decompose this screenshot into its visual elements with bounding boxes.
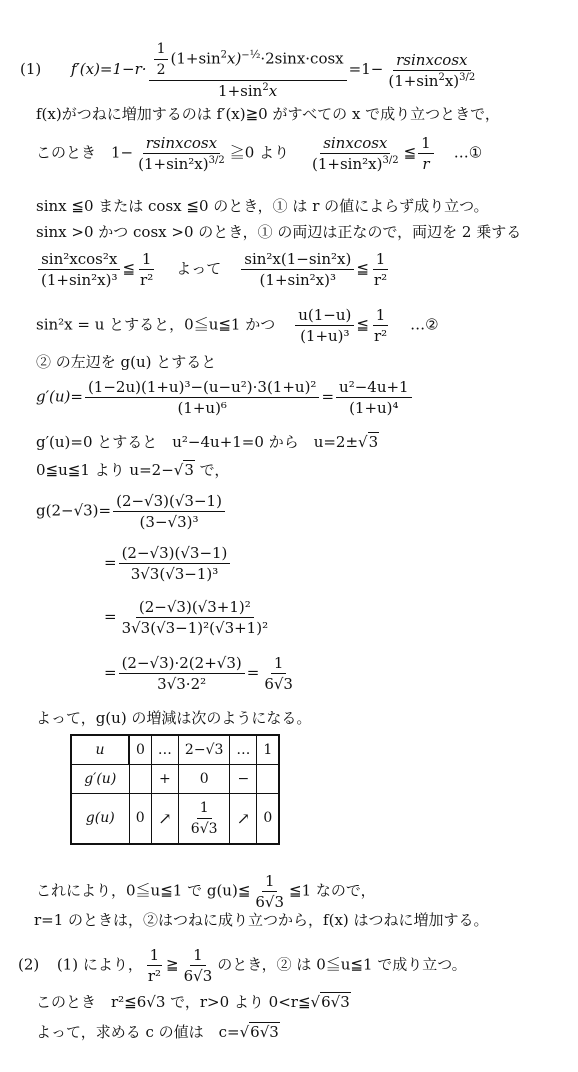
part2-condition: (2) (1) により， $\frac{1}{\text{r²}}$ ≧ $\frac{1}{6√3}$ のとき，② は 0≦u≦1 で成り立つ。 — [18, 946, 467, 985]
g-max-value: $\frac{1}{6√3}$ — [178, 794, 229, 844]
condition-inequality-1: このとき 1− $\frac{\text{rsinxcosx}}{(1+\sin^2x)^{3/2}}$ ≧0 より $\frac{\text{sinxcosx}}{(1+\sin^2x)^{3/2}}$ ≦ $\frac{1}{r}$ …① — [36, 134, 483, 173]
g-value-step-1: g(2−√3)= $\frac{(2-√3)(√3-1)}{\text{(3−√3)³}}$ — [36, 492, 227, 531]
g-bound-text: これにより，0≦u≦1 で g(u)≦ $\frac{1}{6√3}$ ≦1 なので， — [36, 872, 376, 911]
case-nonpositive-text: sinx ≦0 または cosx ≦0 のとき，① は r の値によらず成り立つ。 — [36, 197, 489, 215]
g-value-step-2: = $\frac{(2-√3)(√3-1)}{\text{3√3(√3−1)³}}$ — [104, 544, 232, 583]
g-value-step-3: = $\frac{\text{(2−√3)(√3+1)²}}{\text{3√3(√3−1)²(√3+1)²}}$ — [104, 598, 269, 637]
root-in-range: 0≦u≦1 より u=2−√3 で， — [36, 461, 230, 479]
gprime-zero-roots: g′(u)=0 とすると u²−4u+1=0 から u=2±√3 — [36, 433, 379, 451]
fprime-simplified-fraction: $\frac{\text{rsinxcosx}}{(1+\sin^2x)^{3/2}}$ — [388, 50, 476, 90]
table-row-gprime: g′(u) + 0 − — [71, 765, 279, 794]
part1-equation: (1) f′(x)=1−r· $\frac{1}{2}$ $(1+\sin^2x)^{-\frac{1}{2}}\cdot 2\sin x\cdot\cos x$ $1+\sin^2x$ =1− $\frac{\text{rsinxcosx}}{(1+\sin^2x)^{3/2}}$ — [20, 40, 480, 100]
final-answer: よって，求める c の値は c=√6√3 — [36, 1023, 279, 1041]
r-equals-1-conclusion: r=1 のときは，②はつねに成り立つから，f(x) はつねに増加する。 — [34, 911, 489, 929]
case-positive-text: sinx >0 かつ cosx >0 のとき，① の両辺は正なので，両辺を 2 乗する — [36, 223, 522, 241]
part1-label: (1) — [20, 60, 42, 78]
squared-inequality: $\frac{\text{sin²xcos²x}}{\text{(1+sin²x)³}}$ ≦ $\frac{1}{\text{r²}}$ よって $\frac{\text{sin²x(1−sin²x)}}{\text{(1+sin²x)³}}$ ≦ $\frac{1}{\text{r²}}$ — [36, 250, 392, 289]
part2-label: (2) — [18, 955, 40, 974]
substitution-inequality: sin²x = u とすると，0≦u≦1 かつ $\frac{u(1-u)}{\text{(1+u)³}}$ ≦ $\frac{1}{\text{r²}}$ …② — [36, 306, 439, 345]
gprime-derivative: g′(u)= $\frac{\text{(1−2u)(1+u)³−(u−u²)·3(1+u)²}}{\text{(1+u)⁶}}$ = $\frac{\text{u²−4u+1}}{\text{(1+u)⁴}}$ — [36, 378, 414, 417]
fprime-fraction: $\frac{1}{2}$ $(1+\sin^2x)^{-\frac{1}{2}}\cdot 2\sin x\cdot\cos x$ $1+\sin^2x$ — [149, 40, 347, 100]
r-range-text: このとき r²≦6√3 で，r>0 より 0<r≦√6√3 — [36, 993, 350, 1011]
increase-decrease-table — [70, 734, 280, 845]
g-value-step-4: = $\frac{(2-√3)\cdot 2(2+√3)}{\text{3√3·2²}}$ = $\frac{1}{6√3}$ — [104, 654, 293, 693]
decrease-arrow-icon: ↗ — [230, 794, 257, 844]
table-row-u: u 0 … 2−√3 … 1 — [71, 735, 279, 765]
define-g-text: ② の左辺を g(u) とすると — [36, 353, 217, 371]
increase-condition-text: f(x)がつねに増加するのは f′(x)≧0 がすべての x で成り立つときで， — [36, 105, 500, 123]
fprime-lhs: f′(x)=1−r· — [70, 60, 147, 78]
table-row-g: g(u) 0 ↗ $\frac{1}{6√3}$ ↗ 0 — [71, 794, 279, 844]
table-intro-text: よって，g(u) の増減は次のようになる。 — [36, 709, 312, 727]
increase-arrow-icon: ↗ — [151, 794, 178, 844]
